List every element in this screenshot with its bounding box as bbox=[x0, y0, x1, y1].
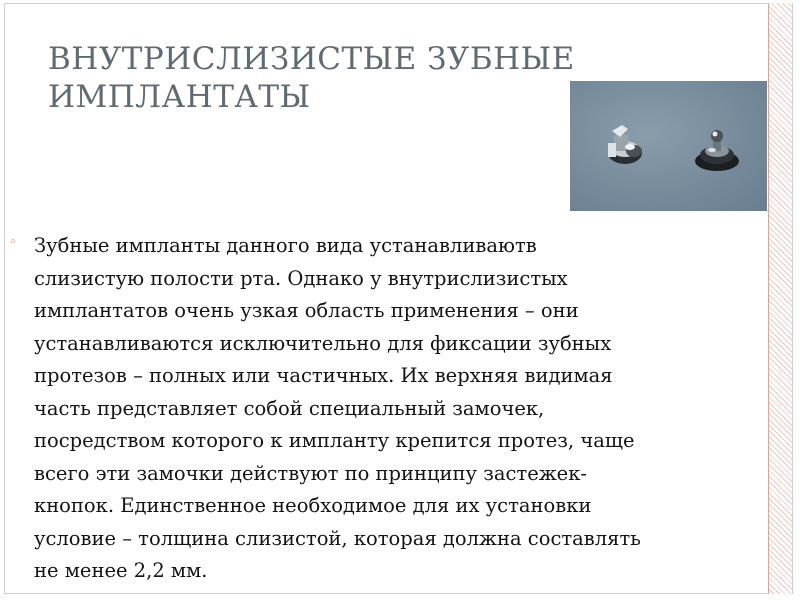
orange-circle-bullet-icon: ◦ bbox=[9, 235, 17, 250]
body-paragraph: Зубные импланты данного вида устанавливаютв слизистую полости рта. Однако у внутрислизистых имплантатов очень узкая область применения – они устанавливаются исключительно для фиксации зубных протезов – полных или частичных. Их верхняя видимая часть представляет собой специальный замочек, посредством которого к импланту крепится протез, чаще всего эти замочки действуют по принципу застежек- кнопок. Единственное необходимое для их установки условие – толщина слизистой, которая должна составлять не менее 2,2 мм. bbox=[34, 234, 641, 582]
implants-photo bbox=[570, 81, 767, 211]
implants-photo-drawing bbox=[570, 81, 767, 211]
button-implant-icon bbox=[695, 130, 739, 171]
slide-title: ВНУТРИСЛИЗИСТЫЕ ЗУБНЫЕ ИМПЛАНТАТЫ bbox=[48, 41, 575, 115]
latch-implant-icon bbox=[608, 125, 642, 164]
